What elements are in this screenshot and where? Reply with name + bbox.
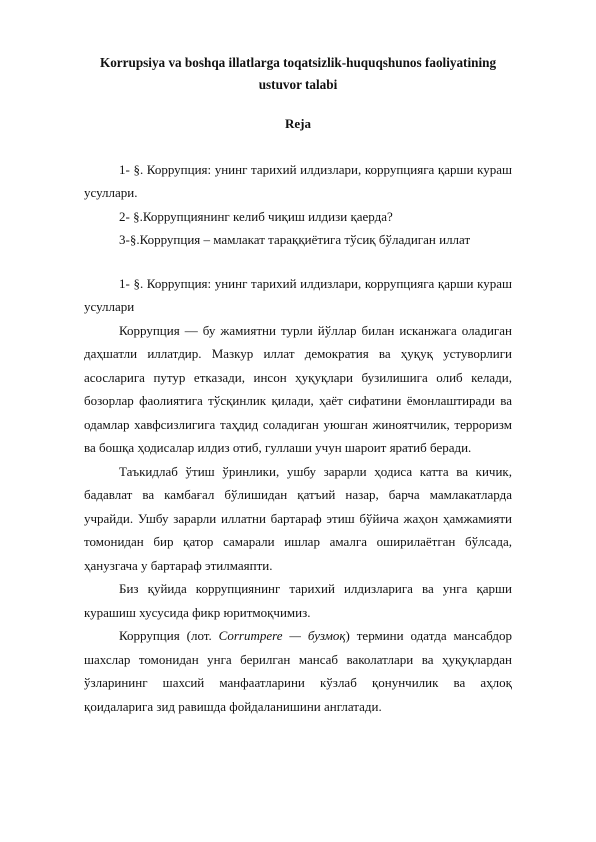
plan-heading: Reja <box>285 116 311 131</box>
latin-term: Corrumpere — бузмоқ <box>218 628 346 643</box>
plan-item-3: 3-§.Коррупция – мамлакат тараққиётига тўсиқ бўладиган иллат <box>119 232 471 247</box>
body-paragraph-3: Биз қуйида коррупциянинг тарихий илдизларига ва унга қарши курашиш хусусида фикр юритмоқчимиз. <box>84 581 512 620</box>
paragraph-text-after: ) термини одатда мансабдор шахслар томонидан унга берилган мансаб ваколатлари ва ҳуқуқлардан ўзларининг шахсий манфаатларини кўзлаб қонунчилик ва аҳлоқ қоидаларига зид равишда фойдаланишини англатади. <box>84 628 512 714</box>
section-heading: 1- §. Коррупция: унинг тарихий илдизлари, коррупцияга қарши кураш усуллари <box>84 275 512 314</box>
body-paragraph-1: Коррупция — бу жамиятни турли йўллар билан исканжага оладиган даҳшатли иллатдир. Мазкур иллат демократия ва ҳуқуқ устуворлиги асосларига путур етказади, инсон ҳуқуқлари бузилишига олиб келади, бозорлар фаолиятига тўсқинлик қилади, ҳаёт сифатини ёмонлаштиради ва одамлар хавфсизлигига таҳдид соладиган уюшган жиноятчилик, терроризм ва бошқа ҳодисалар илдиз отиб, гуллаши учун шароит яратиб беради. <box>84 322 512 455</box>
paragraph-text-before: Коррупция (лот. <box>119 628 219 643</box>
body-paragraph-4 <box>84 624 512 718</box>
document-title: Korrupsiya va boshqa illatlarga toqatsizlik-huquqshunos faoliyatining ustuvor talabi <box>99 55 497 92</box>
body-paragraph-2: Таъкидлаб ўтиш ўринлики, ушбу зарарли ҳодиса катта ва кичик, бадавлат ва камбағал бўлишидан қатъий назар, барча мамлакатларда учрайди. Ушбу зарарли иллатни бартараф этиш бўйича жаҳон ҳамжамияти томонидан бир қатор самарали ишлар амалга оширилаётган бўлсада, ҳанузгача у бартараф этилмаяпти. <box>84 463 512 573</box>
plan-item-2: 2- §.Коррупциянинг келиб чиқиш илдизи қаерда? <box>119 208 393 224</box>
spacer <box>84 252 512 272</box>
document-page <box>84 52 512 718</box>
plan-item-1: 1- §. Коррупция: унинг тарихий илдизлари, коррупцияга қарши кураш усуллари. <box>84 161 512 200</box>
